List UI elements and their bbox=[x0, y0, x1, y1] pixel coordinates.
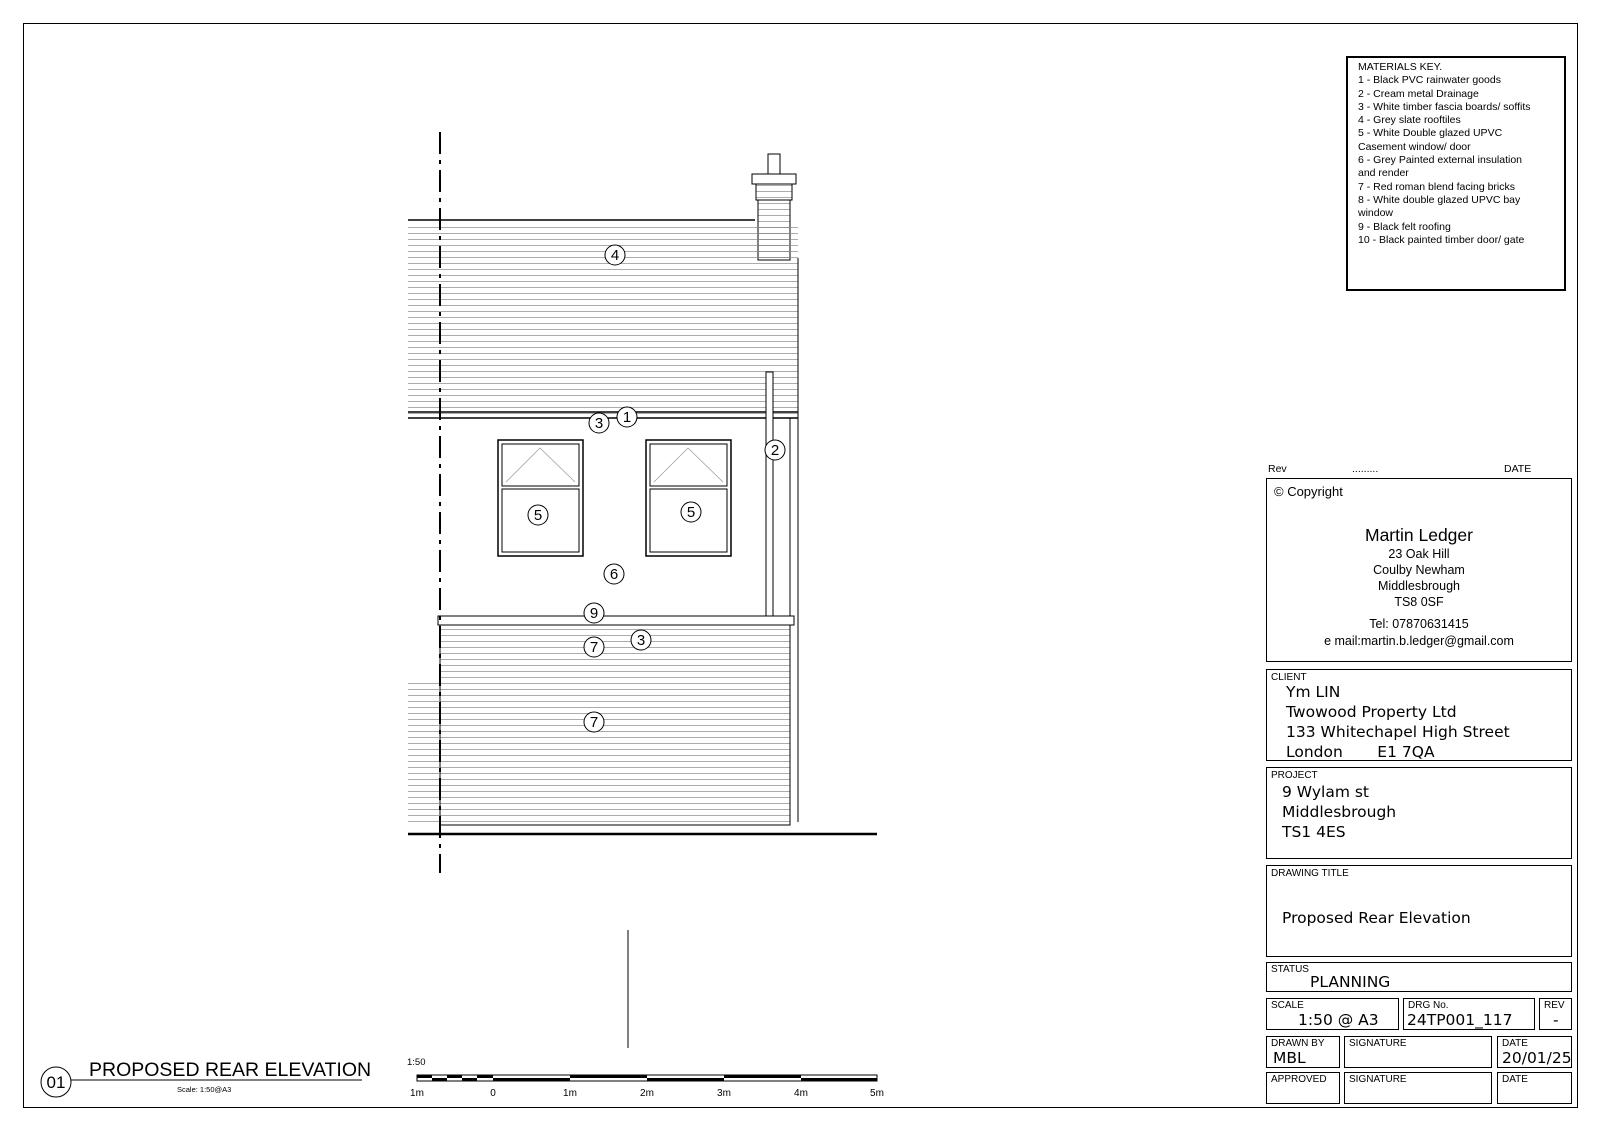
approved-signature-box[interactable] bbox=[1344, 1072, 1492, 1104]
client-line-4: London E1 7QA bbox=[1286, 743, 1435, 761]
scale-label-2m: 2m bbox=[640, 1088, 654, 1099]
drawing-label bbox=[41, 1059, 371, 1097]
rev-box-value: - bbox=[1553, 1011, 1559, 1029]
materials-key-item-3: 3 - White timber fascia boards/ soffits bbox=[1358, 100, 1531, 113]
scale-value: 1:50 @ A3 bbox=[1298, 1011, 1379, 1029]
drawing-label-title: PROPOSED REAR ELEVATION bbox=[89, 1059, 372, 1081]
scale-label-3m: 3m bbox=[717, 1088, 731, 1099]
callout-6 bbox=[604, 564, 624, 584]
drawn-by-value: MBL bbox=[1273, 1049, 1306, 1067]
svg-text:7: 7 bbox=[589, 714, 599, 731]
svg-text:5: 5 bbox=[533, 507, 543, 524]
project-box bbox=[1266, 767, 1572, 859]
callout-5b bbox=[681, 502, 701, 522]
rev-box-label: REV bbox=[1544, 1000, 1565, 1011]
drawn-by-label: DRAWN BY bbox=[1271, 1038, 1325, 1049]
architect-address-3: Middlesbrough bbox=[1378, 579, 1460, 593]
svg-text:4: 4 bbox=[610, 247, 620, 264]
scale-bar bbox=[407, 1057, 884, 1099]
status-box bbox=[1266, 962, 1572, 992]
callout-4 bbox=[605, 245, 625, 265]
materials-key-item-5: 5 - White Double glazed UPVC Casement window/ door bbox=[1358, 127, 1503, 153]
scale-label-neg1m: 1m bbox=[410, 1088, 424, 1099]
client-box bbox=[1266, 669, 1572, 761]
drawing-number: 01 bbox=[46, 1073, 66, 1092]
materials-key-item-1: 1 - Black PVC rainwater goods bbox=[1358, 74, 1501, 87]
drawing-scale-note: Scale: 1:50@A3 bbox=[177, 1085, 232, 1094]
scale-bar-ratio: 1:50 bbox=[407, 1057, 426, 1068]
approved-label: APPROVED bbox=[1271, 1074, 1327, 1085]
architect-email: e mail:martin.b.ledger@gmail.com bbox=[1324, 634, 1514, 648]
copyright-text: © Copyright bbox=[1274, 484, 1343, 499]
approved-date-label: DATE bbox=[1502, 1074, 1528, 1085]
callout-7a bbox=[584, 637, 604, 657]
drawing-title-box bbox=[1266, 865, 1572, 957]
project-label: PROJECT bbox=[1271, 770, 1318, 781]
svg-text:2: 2 bbox=[770, 442, 780, 459]
architect-address-2: Coulby Newham bbox=[1373, 563, 1465, 577]
materials-key-item-10: 10 - Black painted timber door/ gate bbox=[1358, 233, 1525, 246]
approved-box bbox=[1266, 1072, 1340, 1104]
client-line-1: Ym LIN bbox=[1286, 683, 1341, 701]
project-line-1: 9 Wylam st bbox=[1282, 783, 1369, 801]
window-left bbox=[498, 440, 583, 556]
svg-text:9: 9 bbox=[589, 605, 599, 622]
svg-text:3: 3 bbox=[594, 415, 604, 432]
rainwater-downpipe bbox=[766, 372, 773, 616]
materials-key-item-6: 6 - Grey Painted external insulation and render bbox=[1358, 154, 1523, 180]
architect-name: Martin Ledger bbox=[1365, 525, 1473, 545]
window-right bbox=[646, 440, 731, 556]
approved-date-box bbox=[1497, 1072, 1572, 1104]
rev-box bbox=[1539, 998, 1572, 1030]
drawn-by-box bbox=[1266, 1036, 1340, 1068]
signature-label: SIGNATURE bbox=[1349, 1038, 1407, 1049]
date-box-value: 20/01/25 bbox=[1502, 1049, 1572, 1067]
callout-3b bbox=[631, 630, 651, 650]
architect-box bbox=[1266, 478, 1572, 662]
flat-roof-fascia bbox=[438, 616, 794, 625]
client-line-2: Twowood Property Ltd bbox=[1286, 703, 1457, 721]
rev-date-label: DATE bbox=[1504, 463, 1532, 475]
materials-key-title: MATERIALS KEY. bbox=[1358, 61, 1443, 73]
callout-3 bbox=[589, 413, 609, 433]
client-label: CLIENT bbox=[1271, 672, 1307, 683]
drg-no-value: 24TP001_117 bbox=[1407, 1011, 1513, 1029]
callout-7b bbox=[584, 712, 604, 732]
date-box bbox=[1497, 1036, 1572, 1068]
materials-key-item-8: 8 - White double glazed UPVC bay window bbox=[1358, 193, 1521, 220]
drawing-title-label: DRAWING TITLE bbox=[1271, 868, 1349, 879]
svg-text:1: 1 bbox=[622, 409, 632, 426]
status-label: STATUS bbox=[1271, 964, 1309, 975]
callout-9 bbox=[584, 603, 604, 623]
drg-no-label: DRG No. bbox=[1408, 1000, 1449, 1011]
project-line-2: Middlesbrough bbox=[1282, 803, 1397, 821]
approved-signature-label: SIGNATURE bbox=[1349, 1074, 1407, 1085]
architect-tel: Tel: 07870631415 bbox=[1369, 617, 1469, 631]
svg-text:3: 3 bbox=[636, 632, 646, 649]
signature-box[interactable] bbox=[1344, 1036, 1492, 1068]
drawing-title-value: Proposed Rear Elevation bbox=[1282, 909, 1471, 927]
callout-2 bbox=[765, 440, 785, 460]
callout-1 bbox=[617, 407, 637, 427]
scale-label-5m: 5m bbox=[870, 1088, 884, 1099]
svg-text:5: 5 bbox=[686, 504, 696, 521]
scale-label-1m: 1m bbox=[563, 1088, 577, 1099]
status-value: PLANNING bbox=[1310, 973, 1391, 991]
rev-dots: ......... bbox=[1352, 463, 1379, 475]
svg-text:6: 6 bbox=[609, 566, 619, 583]
drg-no-box bbox=[1403, 998, 1535, 1030]
materials-key-item-9: 9 - Black felt roofing bbox=[1358, 220, 1451, 233]
client-line-3: 133 Whitechapel High Street bbox=[1286, 723, 1510, 741]
materials-key-item-4: 4 - Grey slate rooftiles bbox=[1358, 114, 1461, 127]
scale-label-0: 0 bbox=[490, 1088, 496, 1099]
project-line-3: TS1 4ES bbox=[1282, 823, 1346, 841]
architect-address-4: TS8 0SF bbox=[1394, 595, 1444, 609]
materials-key-item-2: 2 - Cream metal Drainage bbox=[1358, 87, 1479, 100]
scale-label: SCALE bbox=[1271, 1000, 1304, 1011]
materials-key-item-7: 7 - Red roman blend facing bricks bbox=[1358, 180, 1515, 193]
rev-label: Rev bbox=[1268, 463, 1287, 475]
scale-box bbox=[1266, 998, 1399, 1030]
architect-address-1: 23 Oak Hill bbox=[1388, 547, 1450, 561]
date-box-label: DATE bbox=[1502, 1038, 1528, 1049]
callout-5a bbox=[528, 505, 548, 525]
scale-label-4m: 4m bbox=[794, 1088, 808, 1099]
roof-slates bbox=[408, 220, 798, 418]
svg-text:7: 7 bbox=[589, 639, 599, 656]
